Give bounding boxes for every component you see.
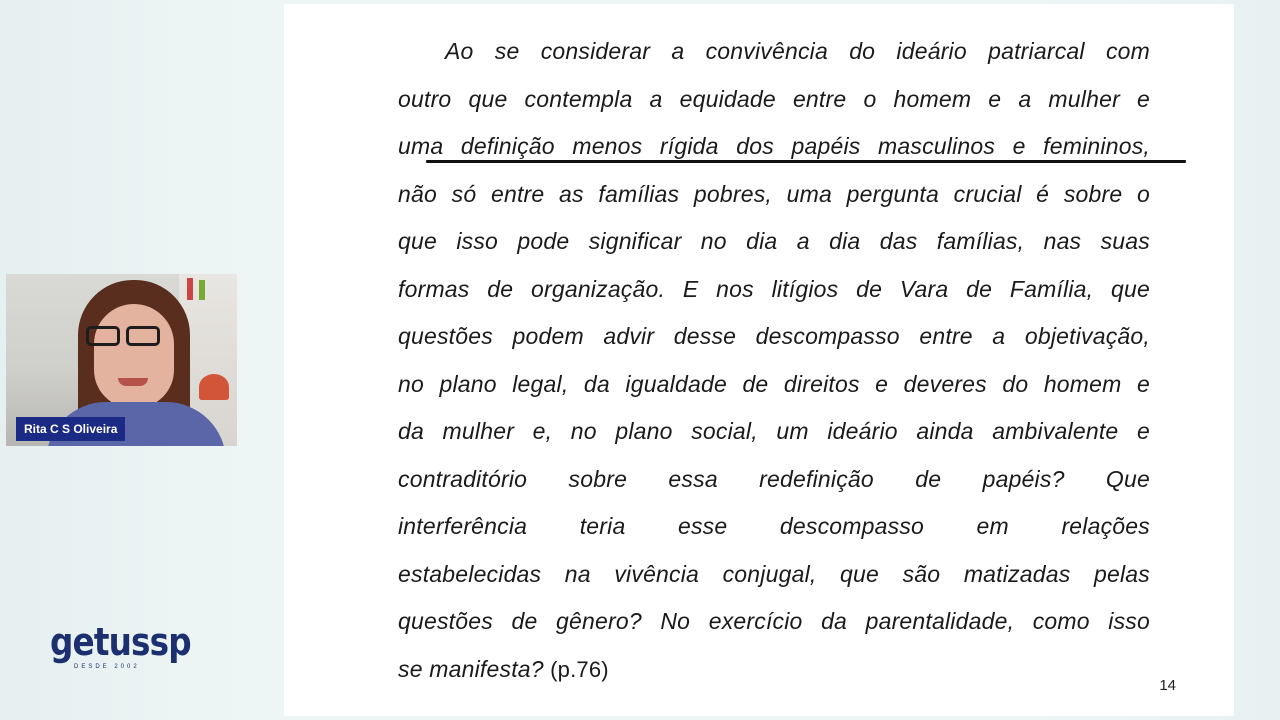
shelf-book (187, 278, 193, 300)
quote-line: contraditório sobre essa redefinição de papéis? Que (398, 466, 1150, 492)
quote-line: formas de organização. E nos litígios de Vara de Família, que (398, 276, 1150, 302)
quote-line: no plano legal, da igualdade de direitos e deveres do homem e (398, 371, 1150, 397)
getussp-logo (50, 620, 191, 682)
participant-face (94, 304, 174, 408)
quote-line: questões de gênero? No exercício da parentalidade, como isso (398, 608, 1150, 634)
logo-tagline: DESDE 2002 (74, 664, 140, 670)
quote-text: se manifesta? (398, 656, 544, 682)
presentation-slide (284, 4, 1234, 716)
quote-line: estabelecidas na vivência conjugal, que são matizadas pelas (398, 561, 1150, 587)
quote-line-last (398, 655, 1150, 684)
quote-line: não só entre as famílias pobres, uma pergunta crucial é sobre o (398, 181, 1150, 207)
quote-line: questões podem advir desse descompasso entre a objetivação, (398, 323, 1150, 349)
glasses-lens (86, 326, 120, 346)
participant-smile (118, 378, 148, 386)
citation: (p.76) (543, 657, 609, 682)
participant-video-tile[interactable] (6, 274, 237, 446)
quote-line: da mulher e, no plano social, um ideário ainda ambivalente e (398, 418, 1150, 444)
logo-wordmark: getussp (50, 620, 191, 664)
glasses-lens (126, 326, 160, 346)
participant-name-tag: Rita C S Oliveira (16, 417, 125, 441)
shelf-book (199, 280, 205, 300)
quote-line: Ao se considerar a convivência do ideário patriarcal com (445, 38, 1150, 64)
page-number: 14 (1159, 677, 1176, 694)
glasses (86, 326, 166, 348)
quote-line: uma definição menos rígida dos papéis masculinos e femininos, (398, 133, 1150, 159)
quote-line: interferência teria esse descompasso em relações (398, 513, 1150, 539)
quote-line: outro que contempla a equidade entre o homem e a mulher e (398, 86, 1150, 112)
annotation-underline (426, 160, 1186, 163)
quote-line: que isso pode significar no dia a dia das famílias, nas suas (398, 228, 1150, 254)
background-lamp (199, 374, 229, 400)
